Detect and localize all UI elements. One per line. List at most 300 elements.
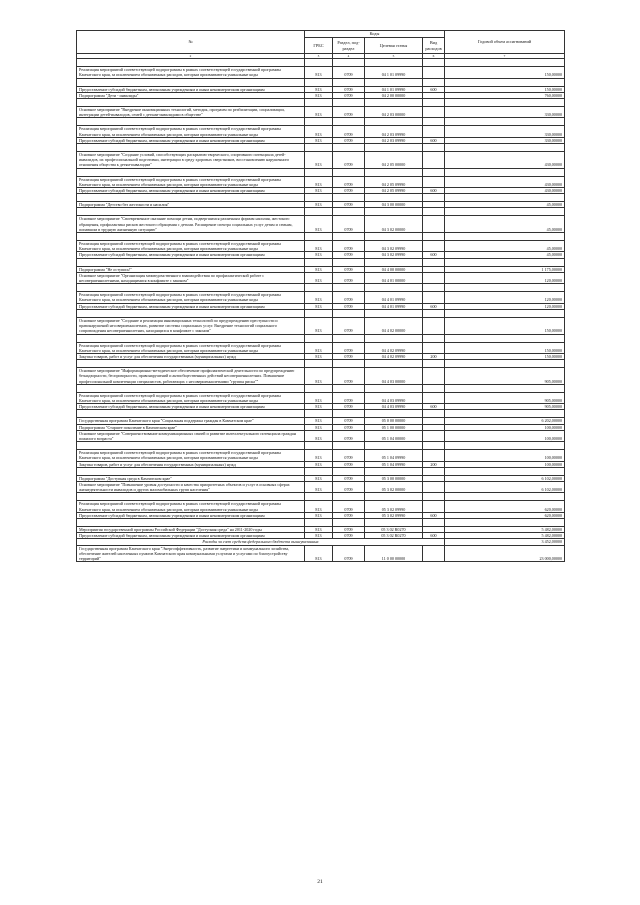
row-grbs-cell: 813 (305, 368, 333, 385)
spacer-cell (423, 442, 445, 450)
spacer-cell (333, 518, 365, 526)
row-grbs-cell: 813 (305, 137, 333, 143)
spacer-cell (445, 144, 565, 152)
row-sum-cell: 5 482,00000 (445, 533, 565, 539)
row-name-cell: Основное мероприятие "Своевременное оказание помощи детям, подвергшимся различным формам насилия, жестокого обращения, профилактика рисков жестокого обращения с детьми. Расширение спектра социальных услуг детям и семьям, попавшим в трудную жизненную ситуацию" (77, 216, 305, 233)
row-grbs-cell: 813 (305, 418, 333, 424)
spacer-cell (445, 194, 565, 202)
row-grbs-cell: 813 (305, 545, 333, 562)
row-expense-type-cell (423, 126, 445, 137)
row-section-cell: 0709 (333, 545, 365, 562)
page-number: 21 (317, 879, 323, 885)
row-grbs-cell: 813 (305, 533, 333, 539)
row-name-cell: Подпрограмма "Детство без жестокости и насилия" (77, 202, 305, 208)
col-num: 2 (77, 54, 305, 59)
table-row (77, 450, 565, 461)
row-target-article-cell: 04 3 02 09990 (365, 252, 423, 258)
spacer-row (77, 410, 565, 418)
spacer-cell (423, 467, 445, 475)
spacer-row (77, 334, 565, 342)
table-row (77, 430, 565, 441)
row-section-cell: 0709 (333, 303, 365, 309)
header-grbs: ГРБС (305, 38, 333, 54)
table-row (77, 292, 565, 303)
row-name-cell: Государственная программа Камчатского края "Социальная поддержка граждан в Камчатском крае" (77, 418, 305, 424)
row-target-article-cell: 05 1 04 00000 (365, 430, 423, 441)
budget-table-sheet (76, 30, 564, 562)
row-grbs-cell: 813 (305, 107, 333, 118)
row-sum-cell: 3 452,00000 (445, 539, 565, 545)
spacer-cell (445, 334, 565, 342)
row-target-article-cell: 04 4 02 09990 (365, 353, 423, 359)
row-grbs-cell: 813 (305, 266, 333, 272)
row-expense-type-cell: 600 (423, 137, 445, 143)
spacer-cell (333, 168, 365, 176)
row-target-article-cell: 04 4 01 09990 (365, 292, 423, 303)
spacer-cell (77, 78, 305, 86)
spacer-cell (423, 194, 445, 202)
row-grbs-cell: 813 (305, 461, 333, 467)
spacer-cell (77, 284, 305, 292)
spacer-cell (445, 384, 565, 392)
row-expense-type-cell (423, 481, 445, 492)
row-target-article-cell: 05 3 00 00000 (365, 475, 423, 481)
spacer-cell (365, 168, 423, 176)
spacer-cell (333, 442, 365, 450)
row-expense-type-cell (423, 152, 445, 169)
row-name-cell: Основное мероприятие "Создание условий, способствующих раскрытию творческого, спортивного потенциала детей-инвалидов, их профессиональной подготовки, интеграции в среду здоровых сверстников, восстановлению нарушенного отношения общества к детям-инвалидам" (77, 152, 305, 169)
row-name-cell: Основное мероприятие "Информационно-методическое обеспечение профилактической деятельности по предупреждению безнадзорности, беспризорности, правонарушений и антиобщественных действий несовершеннолетних. Повышение профессиональной компетенции специалистов, работающих с несовершеннолетними "группы риска"" (77, 368, 305, 385)
row-grbs-cell: 813 (305, 317, 333, 334)
row-sum-cell: 760,00000 (445, 92, 565, 98)
row-target-article-cell: 04 3 00 00000 (365, 202, 423, 208)
row-expense-type-cell (423, 392, 445, 403)
row-grbs-cell: 813 (305, 392, 333, 403)
row-name-cell: Реализация мероприятий соответствующей подпрограммы в рамках соответствующей государственной программы Камчатского края, за исключением обозначенных расходов, которым присваиваются уникальные коды (77, 392, 305, 403)
row-grbs-cell: 813 (305, 292, 333, 303)
row-target-article-cell: 04 2 05 00000 (365, 152, 423, 169)
spacer-row (77, 442, 565, 450)
row-name-cell: Основное мероприятие "Внедрение инновационных технологий, методик, программ по реабилитации, социализации, интеграции детей-инвалидов, семей с детьми-инвалидами в обществе" (77, 107, 305, 118)
spacer-row (77, 384, 565, 392)
row-sum-cell: 45,00000 (445, 252, 565, 258)
row-sum-cell: 430,00000 (445, 176, 565, 187)
spacer-cell (445, 360, 565, 368)
spacer-cell (365, 59, 423, 67)
row-grbs-cell: 813 (305, 481, 333, 492)
row-section-cell: 0709 (333, 512, 365, 518)
row-name-cell: Реализация мероприятий соответствующей подпрограммы в рамках соответствующей государственной программы Камчатского края, за исключением обозначенных расходов, которым присваиваются уникальные коды (77, 501, 305, 512)
col-num: 5 (365, 54, 423, 59)
spacer-cell (333, 208, 365, 216)
table-row (77, 176, 565, 187)
spacer-cell (305, 208, 333, 216)
row-target-article-cell: 05 1 00 00000 (365, 424, 423, 430)
row-sum-cell: 150,00000 (445, 317, 565, 334)
spacer-cell (77, 467, 305, 475)
row-name-cell: Предоставление субсидий бюджетным, автономным учреждениям и иным некоммерческим организациям (77, 533, 305, 539)
row-section-cell: 0709 (333, 450, 365, 461)
table-row (77, 342, 565, 353)
spacer-row (77, 144, 565, 152)
row-target-article-cell: 04 2 03 09990 (365, 126, 423, 137)
spacer-cell (77, 518, 305, 526)
row-expense-type-cell (423, 430, 445, 441)
spacer-cell (333, 410, 365, 418)
spacer-row (77, 208, 565, 216)
row-section-cell: 0709 (333, 418, 365, 424)
spacer-cell (365, 410, 423, 418)
row-target-article-cell: 04 4 02 00000 (365, 317, 423, 334)
row-section-cell: 0709 (333, 266, 365, 272)
spacer-cell (77, 410, 305, 418)
spacer-cell (445, 442, 565, 450)
spacer-row (77, 99, 565, 107)
spacer-row (77, 309, 565, 317)
spacer-cell (365, 360, 423, 368)
spacer-cell (305, 78, 333, 86)
row-section-cell: 0709 (333, 292, 365, 303)
spacer-cell (445, 208, 565, 216)
spacer-cell (423, 59, 445, 67)
spacer-cell (445, 467, 565, 475)
col-num: 4 (333, 54, 365, 59)
row-name-cell: Подпрограмма "Не оступись!" (77, 266, 305, 272)
row-sum-cell: 1 175,00000 (445, 266, 565, 272)
row-name-cell: Реализация мероприятий соответствующей подпрограммы в рамках соответствующей государственной программы Камчатского края, за исключением обозначенных расходов, которым присваиваются уникальные коды (77, 241, 305, 252)
row-expense-type-cell (423, 272, 445, 283)
row-expense-type-cell (423, 107, 445, 118)
row-section-cell: 0709 (333, 152, 365, 169)
row-sum-cell: 6 102,00000 (445, 475, 565, 481)
row-sum-cell: 45,00000 (445, 216, 565, 233)
spacer-row (77, 194, 565, 202)
spacer-cell (305, 384, 333, 392)
row-expense-type-cell (423, 67, 445, 78)
spacer-cell (423, 99, 445, 107)
spacer-cell (333, 309, 365, 317)
spacer-cell (333, 284, 365, 292)
row-name-cell: Подпрограмма "Старшее поколение в Камчатском крае" (77, 424, 305, 430)
row-target-article-cell: 04 3 02 09990 (365, 241, 423, 252)
spacer-cell (333, 467, 365, 475)
row-expense-type-cell (423, 501, 445, 512)
row-sum-cell: 905,00000 (445, 404, 565, 410)
header-annual-sum: Годовой объем ассигнований (445, 31, 565, 54)
row-grbs-cell: 813 (305, 430, 333, 441)
spacer-cell (365, 144, 423, 152)
table-row (77, 368, 565, 385)
row-sum-cell: 100,00000 (445, 461, 565, 467)
spacer-cell (423, 168, 445, 176)
row-name-cell: Предоставление субсидий бюджетным, автономным учреждениям и иным некоммерческим организациям (77, 252, 305, 258)
row-section-cell: 0709 (333, 202, 365, 208)
row-section-cell: 0709 (333, 342, 365, 353)
row-section-cell: 0709 (333, 67, 365, 78)
row-grbs-cell: 813 (305, 67, 333, 78)
row-name-cell: Реализация мероприятий соответствующей подпрограммы в рамках соответствующей государственной программы Камчатского края, за исключением обозначенных расходов, которым присваиваются уникальные коды (77, 292, 305, 303)
spacer-cell (423, 233, 445, 241)
spacer-row (77, 258, 565, 266)
row-section-cell: 0709 (333, 533, 365, 539)
table-row (77, 392, 565, 403)
table-row (77, 317, 565, 334)
row-target-article-cell: 04 4 00 00000 (365, 266, 423, 272)
row-target-article-cell: 05 3 02 R0270 (365, 526, 423, 532)
row-grbs-cell: 813 (305, 176, 333, 187)
table-row (77, 241, 565, 252)
spacer-cell (445, 518, 565, 526)
row-target-article-cell: 04 2 00 00000 (365, 92, 423, 98)
header-expense-type: Вид расходов (423, 38, 445, 54)
row-name-cell: Реализация мероприятий соответствующей подпрограммы в рамках соответствующей государственной программы Камчатского края, за исключением обозначенных расходов, которым присваиваются уникальные коды (77, 126, 305, 137)
row-sum-cell: 6 102,00000 (445, 481, 565, 492)
row-name-cell: Подпрограмма "Дети - инвалиды" (77, 92, 305, 98)
spacer-cell (423, 410, 445, 418)
spacer-row (77, 518, 565, 526)
spacer-cell (305, 467, 333, 475)
row-sum-cell: 120,00000 (445, 303, 565, 309)
spacer-cell (305, 360, 333, 368)
row-section-cell: 0709 (333, 461, 365, 467)
spacer-cell (305, 284, 333, 292)
row-expense-type-cell (423, 450, 445, 461)
row-sum-cell: 620,00000 (445, 501, 565, 512)
row-grbs-cell: 813 (305, 512, 333, 518)
row-sum-cell: 6 202,00000 (445, 418, 565, 424)
row-grbs-cell: 813 (305, 475, 333, 481)
row-section-cell: 0709 (333, 368, 365, 385)
spacer-cell (423, 518, 445, 526)
spacer-cell (305, 194, 333, 202)
row-grbs-cell: 813 (305, 501, 333, 512)
spacer-cell (333, 334, 365, 342)
row-grbs-cell: 813 (305, 216, 333, 233)
spacer-cell (365, 233, 423, 241)
row-grbs-cell: 813 (305, 272, 333, 283)
row-target-article-cell: 05 3 02 09990 (365, 501, 423, 512)
spacer-cell (77, 442, 305, 450)
col-num: 7 (445, 54, 565, 59)
spacer-cell (333, 194, 365, 202)
table-row (77, 216, 565, 233)
row-sum-cell: 905,00000 (445, 368, 565, 385)
row-section-cell: 0709 (333, 126, 365, 137)
row-grbs-cell: 813 (305, 404, 333, 410)
row-sum-cell: 150,00000 (445, 86, 565, 92)
table-row (77, 501, 565, 512)
row-target-article-cell: 04 4 03 09990 (365, 404, 423, 410)
row-expense-type-cell (423, 216, 445, 233)
row-sum-cell: 150,00000 (445, 342, 565, 353)
row-name-cell: Основное мероприятие "Совершенствование коммуникационных связей и развитие интеллектуального потенциала граждан пожилого возраста" (77, 430, 305, 441)
spacer-row (77, 118, 565, 126)
row-grbs-cell: 813 (305, 342, 333, 353)
spacer-cell (423, 334, 445, 342)
spacer-cell (333, 59, 365, 67)
header-target-article: Целевая статья (365, 38, 423, 54)
spacer-cell (77, 258, 305, 266)
spacer-cell (445, 410, 565, 418)
row-section-cell: 0709 (333, 252, 365, 258)
row-grbs-cell: 813 (305, 450, 333, 461)
spacer-cell (423, 384, 445, 392)
spacer-cell (305, 59, 333, 67)
spacer-cell (445, 118, 565, 126)
row-grbs-cell: 813 (305, 92, 333, 98)
spacer-cell (77, 334, 305, 342)
row-target-article-cell: 04 1 01 09990 (365, 86, 423, 92)
row-target-article-cell: 04 4 01 09990 (365, 303, 423, 309)
row-target-article-cell: 05 3 02 R0270 (365, 533, 423, 539)
row-section-cell: 0709 (333, 353, 365, 359)
spacer-cell (445, 99, 565, 107)
spacer-cell (333, 99, 365, 107)
row-sum-cell: 620,00000 (445, 512, 565, 518)
row-target-article-cell: 04 4 03 09990 (365, 392, 423, 403)
spacer-cell (423, 208, 445, 216)
spacer-cell (365, 118, 423, 126)
row-sum-cell: 45,00000 (445, 241, 565, 252)
row-name-cell: Государственная программа Камчатского края "Энергоэффективность, развитие энергетики и коммунального хозяйства, обеспечение жителей населенных пунктов Камчатского края коммунальными услугами и услугами по благоустройству территорий" (77, 545, 305, 562)
row-grbs-cell: 813 (305, 86, 333, 92)
row-target-article-cell: 04 3 02 00000 (365, 216, 423, 233)
row-name-cell: Реализация мероприятий соответствующей подпрограммы в рамках соответствующей государственной программы Камчатского края, за исключением обозначенных расходов, которым присваиваются уникальные коды (77, 342, 305, 353)
header-codes: Коды (305, 31, 445, 38)
row-section-cell: 0709 (333, 86, 365, 92)
row-section-cell: 0709 (333, 475, 365, 481)
row-name-cell: Основное мероприятие "Создание и реализация инновационных технологий по предупреждению преступности и правонарушений несовершеннолетних, развитие системы социальных услуг. Внедрение технологий социального сопровождения несовершеннолетних, находящихся в конфликте с законом" (77, 317, 305, 334)
row-section-cell: 0709 (333, 188, 365, 194)
row-expense-type-cell: 200 (423, 353, 445, 359)
table-row (77, 481, 565, 492)
spacer-cell (77, 59, 305, 67)
row-name-cell: Предоставление субсидий бюджетным, автономным учреждениям и иным некоммерческим организациям (77, 86, 305, 92)
row-sum-cell: 120,00000 (445, 292, 565, 303)
spacer-cell (77, 168, 305, 176)
row-expense-type-cell (423, 241, 445, 252)
spacer-cell (77, 384, 305, 392)
row-expense-type-cell (423, 176, 445, 187)
spacer-cell (365, 442, 423, 450)
spacer-cell (333, 144, 365, 152)
row-sum-cell: 100,00000 (445, 450, 565, 461)
row-name-cell: Основное мероприятие "Повышение уровня доступности и качества приоритетных объектов и услуг в основных сферах жизнедеятельности инвалидов и других маломобильных групп населения" (77, 481, 305, 492)
spacer-cell (423, 493, 445, 501)
row-sum-cell: 150,00000 (445, 353, 565, 359)
row-target-article-cell: 11 0 00 00000 (365, 545, 423, 562)
row-name-cell: Реализация мероприятий соответствующей подпрограммы в рамках соответствующей государственной программы Камчатского края, за исключением обозначенных расходов, которым присваиваются уникальные коды (77, 67, 305, 78)
row-expense-type-cell: 600 (423, 533, 445, 539)
spacer-cell (333, 493, 365, 501)
row-target-article-cell: 04 4 02 09990 (365, 342, 423, 353)
row-grbs-cell: 813 (305, 353, 333, 359)
spacer-cell (305, 233, 333, 241)
row-name-cell: Подпрограмма "Доступная среда в Камчатском крае" (77, 475, 305, 481)
spacer-cell (305, 410, 333, 418)
spacer-cell (305, 99, 333, 107)
row-target-article-cell: 04 2 03 09990 (365, 137, 423, 143)
table-row (77, 152, 565, 169)
row-expense-type-cell: 600 (423, 303, 445, 309)
row-expense-type-cell: 600 (423, 512, 445, 518)
row-grbs-cell: 813 (305, 188, 333, 194)
spacer-cell (77, 194, 305, 202)
spacer-cell (365, 467, 423, 475)
spacer-cell (423, 144, 445, 152)
spacer-cell (333, 78, 365, 86)
row-section-cell: 0709 (333, 404, 365, 410)
row-expense-type-cell: 600 (423, 404, 445, 410)
row-section-cell: 0709 (333, 317, 365, 334)
spacer-cell (305, 258, 333, 266)
row-name-cell: Реализация мероприятий соответствующей подпрограммы в рамках соответствующей государственной программы Камчатского края, за исключением обозначенных расходов, которым присваиваются уникальные коды (77, 450, 305, 461)
row-expense-type-cell: 600 (423, 86, 445, 92)
row-sum-cell: 120,00000 (445, 272, 565, 283)
row-expense-type-cell: 200 (423, 461, 445, 467)
row-target-article-cell: 04 2 05 09990 (365, 176, 423, 187)
spacer-cell (445, 78, 565, 86)
spacer-row (77, 168, 565, 176)
spacer-cell (445, 59, 565, 67)
spacer-cell (77, 208, 305, 216)
row-name-cell: Предоставление субсидий бюджетным, автономным учреждениям и иным некоммерческим организациям (77, 404, 305, 410)
row-target-article-cell: 05 1 04 09990 (365, 461, 423, 467)
table-row (77, 272, 565, 283)
spacer-cell (365, 258, 423, 266)
row-sum-cell: 100,00000 (445, 424, 565, 430)
spacer-cell (305, 518, 333, 526)
row-name-cell: Предоставление субсидий бюджетным, автономным учреждениям и иным некоммерческим организациям (77, 137, 305, 143)
row-section-cell: 0709 (333, 241, 365, 252)
row-grbs-cell: 813 (305, 241, 333, 252)
row-sum-cell: 100,00000 (445, 430, 565, 441)
table-row (77, 107, 565, 118)
row-section-cell: 0709 (333, 430, 365, 441)
row-section-cell: 0709 (333, 92, 365, 98)
spacer-cell (423, 258, 445, 266)
spacer-row (77, 493, 565, 501)
row-target-article-cell: 05 3 02 09990 (365, 512, 423, 518)
spacer-cell (445, 309, 565, 317)
spacer-cell (77, 309, 305, 317)
row-grbs-cell: 813 (305, 126, 333, 137)
spacer-row (77, 233, 565, 241)
row-grbs-cell: 813 (305, 252, 333, 258)
row-target-article-cell: 05 3 02 00000 (365, 481, 423, 492)
row-target-article-cell: 04 4 03 00000 (365, 368, 423, 385)
row-grbs-cell: 813 (305, 202, 333, 208)
row-target-article-cell: 04 2 03 00000 (365, 107, 423, 118)
row-grbs-cell: 813 (305, 303, 333, 309)
spacer-cell (305, 118, 333, 126)
spacer-cell (423, 78, 445, 86)
spacer-cell (305, 493, 333, 501)
spacer-cell (423, 309, 445, 317)
spacer-cell (445, 284, 565, 292)
col-num: 3 (305, 54, 333, 59)
row-sum-cell: 330,00000 (445, 107, 565, 118)
row-section-cell: 0709 (333, 176, 365, 187)
spacer-cell (445, 493, 565, 501)
spacer-cell (333, 233, 365, 241)
row-name-cell: Предоставление субсидий бюджетным, автономным учреждениям и иным некоммерческим организациям (77, 303, 305, 309)
col-num: 6 (423, 54, 445, 59)
row-expense-type-cell (423, 368, 445, 385)
row-name-cell: Предоставление субсидий бюджетным, автономным учреждениям и иным некоммерческим организациям (77, 512, 305, 518)
spacer-row (77, 78, 565, 86)
row-name-cell: Основное мероприятие "Организация межведомственного взаимодействия по профилактической работе с несовершеннолетними, находящимися в конфликте с законом" (77, 272, 305, 283)
